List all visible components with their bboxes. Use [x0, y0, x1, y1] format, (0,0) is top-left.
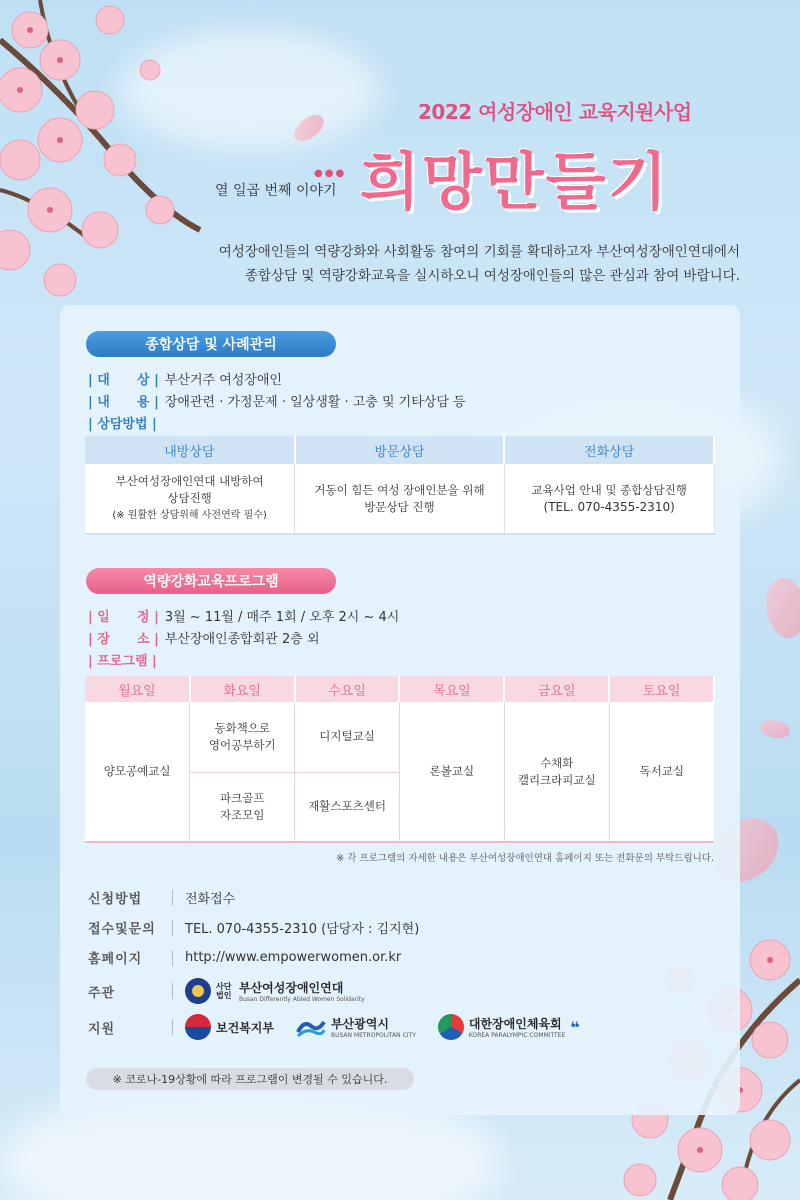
- cell-line: 자조모임: [220, 807, 265, 822]
- petal-decoration: [758, 715, 792, 742]
- cell-line: 부산여성장애인연대 내방하여: [115, 474, 264, 488]
- cell-line: 거동이 힘든 여성 장애인분을 위해: [314, 482, 485, 497]
- support-key: 지원: [88, 1021, 116, 1037]
- table-cell: [504, 702, 609, 842]
- apply-key: 신청방법: [88, 892, 143, 907]
- apply-value: 전화접수: [185, 892, 236, 907]
- day-header: 월요일: [85, 676, 190, 702]
- counsel-table: [85, 436, 715, 535]
- event-name: 여성장애인 교육지원사업: [478, 100, 692, 124]
- day-header: 토요일: [609, 676, 714, 702]
- method-key: | 상담방법 |: [88, 417, 157, 432]
- intro-text: [60, 240, 740, 288]
- table-cell: [295, 464, 505, 534]
- program-date: [88, 606, 399, 625]
- event-line: [418, 96, 692, 125]
- target-value: 부산거주 여성장애인: [164, 373, 282, 388]
- contact-value: TEL. 070-4355-2310 (담당자 : 김지현): [185, 922, 420, 937]
- table-cell: [190, 772, 295, 842]
- program-place: [88, 628, 320, 647]
- intro-line: 종합상담 및 역량강화교육을 실시하오니 여성장애인들의 많은 관심과 참여 바랍니다.: [244, 268, 740, 284]
- cell-phone: (TEL. 070-4355-2310): [543, 499, 675, 514]
- program-list: [88, 650, 157, 669]
- table-cell: 독서교실: [609, 702, 714, 842]
- date-value: 3월 ~ 11월 / 매주 1회 / 오후 2시 ~ 4시: [164, 610, 400, 625]
- cell-note: (※ 원활한 상담위해 사전연락 필수): [112, 510, 267, 521]
- table-cell: 디지털교실: [295, 702, 400, 772]
- cell-line: 동화책으로: [214, 720, 271, 735]
- cell-line: 상담진행: [167, 491, 212, 505]
- table-header: 전화상담: [504, 436, 714, 464]
- divider: [172, 890, 173, 906]
- sponsor-name: 부산광역시: [330, 1017, 389, 1031]
- host-logo-sub: Busan Differently Abled Women Solidarity: [239, 996, 365, 1003]
- table-cell: 양모공예교실: [85, 702, 190, 842]
- dots-decoration: ●●●: [314, 168, 347, 179]
- day-header: 수요일: [295, 676, 400, 702]
- program-heading: 역량강화교육프로그램: [86, 568, 336, 594]
- event-year: 2022: [418, 100, 472, 124]
- host-logo: [185, 978, 365, 1004]
- host-row: [88, 978, 387, 1004]
- program-key: | 프로그램 |: [88, 654, 157, 669]
- divider: [172, 1019, 173, 1035]
- notice-badge: ※ 코로나-19상황에 따라 프로그램이 변경될 수 있습니다.: [86, 1068, 414, 1090]
- sponsor-sub: KOREA PARALYMPIC COMMITTEE: [468, 1032, 566, 1039]
- homepage-row: [88, 948, 401, 967]
- cell-line: 파크골프: [220, 790, 265, 805]
- support-row: [88, 1014, 602, 1040]
- sponsor-logo-paralympic: [438, 1014, 580, 1040]
- counsel-content: [88, 391, 466, 410]
- content-value: 장애관련 · 가정문제 · 일상생활 · 고충 및 기타상담 등: [164, 395, 466, 410]
- cell-line: 캘리크라피교실: [517, 772, 596, 787]
- table-cell: 론볼교실: [399, 702, 504, 842]
- divider: [172, 983, 173, 999]
- apply-row: [88, 888, 235, 907]
- petal-decoration: [757, 573, 800, 643]
- contact-key: 접수및문의: [88, 922, 156, 937]
- sponsor-sub: BUSAN METROPOLITAN CITY: [330, 1032, 416, 1039]
- sponsor-paralympic-text: [469, 1015, 565, 1039]
- contact-row: [88, 918, 419, 937]
- sponsor-logo-busan: [296, 1015, 416, 1039]
- program-note: ※ 각 프로그램의 자세한 내용은 부산여성장애인연대 홈페이지 또는 전화문의 부탁드립니다.: [336, 853, 714, 864]
- sponsor-busan-text: [331, 1015, 416, 1039]
- sponsor-name: 대한장애인체육회: [468, 1017, 562, 1031]
- sponsor-name: 보건복지부: [216, 1020, 274, 1035]
- cell-line: 교육사업 안내 및 종합상담진행: [531, 482, 687, 497]
- counsel-heading: 종합상담 및 사례관리: [86, 331, 336, 357]
- counsel-target: [88, 369, 282, 388]
- content-key: | 내 용 |: [88, 395, 159, 410]
- sponsor-logo-welfare: [185, 1014, 274, 1040]
- story-label: 열 일곱 번째 이야기: [215, 183, 337, 199]
- place-value: 부산장애인종합회관 2층 외: [164, 632, 320, 647]
- cell-line: 수채화: [540, 755, 574, 770]
- host-key: 주관: [88, 985, 116, 1001]
- taegeuk-icon: [185, 1014, 211, 1040]
- program-table: [85, 676, 715, 843]
- busan-wave-icon: [296, 1016, 326, 1038]
- cell-line: 영어공부하기: [208, 737, 276, 752]
- day-header: 목요일: [399, 676, 504, 702]
- day-header: 금요일: [504, 676, 609, 702]
- host-logo-text: [239, 979, 365, 1003]
- table-cell: [504, 464, 714, 534]
- table-cell: 재활스포츠센터: [295, 772, 400, 842]
- divider: [172, 950, 173, 966]
- counsel-method: [88, 413, 157, 432]
- cell-line: 방문상담 진행: [364, 499, 435, 514]
- divider: [172, 920, 173, 936]
- table-cell: [190, 702, 295, 772]
- host-logo-prefix: 사단법인: [216, 982, 232, 1000]
- table-cell: [85, 464, 295, 534]
- homepage-key: 홈페이지: [88, 952, 143, 967]
- host-emblem-icon: [185, 978, 211, 1004]
- day-header: 화요일: [190, 676, 295, 702]
- paralympic-emblem-icon: [438, 1014, 464, 1040]
- intro-line: 여성장애인들의 역량강화와 사회활동 참여의 기회를 확대하고자 부산여성장애인연대에서: [218, 244, 740, 260]
- homepage-link[interactable]: http://www.empowerwomen.or.kr: [185, 950, 402, 965]
- table-header: 방문상담: [295, 436, 505, 464]
- page-title: 희망만들기: [360, 145, 670, 218]
- table-header: 내방상담: [85, 436, 295, 464]
- place-key: | 장 소 |: [88, 632, 159, 647]
- target-key: | 대 상 |: [88, 373, 159, 388]
- cloud-decoration: [120, 30, 380, 150]
- agitos-icon: ❝: [570, 1017, 580, 1037]
- date-key: | 일 정 |: [88, 610, 159, 625]
- host-logo-name: 부산여성장애인연대: [239, 981, 344, 995]
